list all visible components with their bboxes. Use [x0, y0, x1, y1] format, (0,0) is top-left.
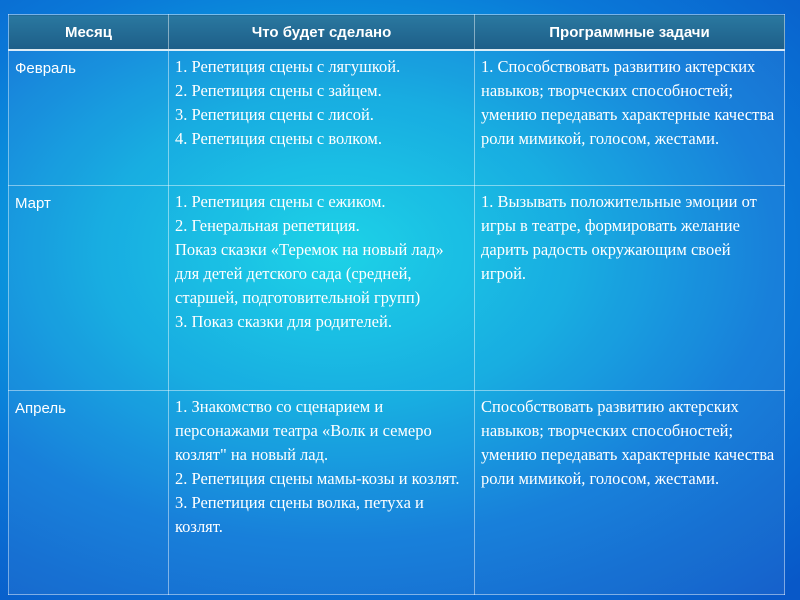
header-month: Месяц [9, 15, 169, 51]
done-item: 3. Показ сказки для родителей. [175, 312, 392, 331]
table-header-row [9, 15, 785, 51]
table-row [9, 186, 785, 391]
done-item: 3. Репетиция сцены волка, петуха и козлят. [175, 493, 424, 536]
done-cell [169, 391, 475, 595]
done-item: 1. Репетиция сцены с ежиком. [175, 192, 386, 211]
tasks-cell: Способствовать развитию актерских навыков; творческих способностей; умению передавать характерные качества роли мимикой, голосом, жестами. [475, 391, 785, 595]
tasks-cell: 1. Способствовать развитию актерских навыков; творческих способностей; умению передавать характерные качества роли мимикой, голосом, жестами. [475, 50, 785, 186]
done-item: 1. Репетиция сцены с лягушкой. [175, 57, 401, 76]
header-done: Что будет сделано [169, 15, 475, 51]
plan-table [8, 14, 785, 595]
done-cell [169, 50, 475, 186]
done-item: Показ сказки «Теремок на новый лад» для детей детского сада (средней, старшей, подготовительной групп) [175, 240, 444, 307]
tasks-cell: 1. Вызывать положительные эмоции от игры в театре, формировать желание дарить радость окружающим своей игрой. [475, 186, 785, 391]
done-item: 4. Репетиция сцены с волком. [175, 129, 382, 148]
done-item: 2. Репетиция сцены мамы-козы и козлят. [175, 469, 460, 488]
table-row [9, 50, 785, 186]
done-item: 3. Репетиция сцены с лисой. [175, 105, 374, 124]
done-item: 1. Знакомство со сценарием и персонажами театра «Волк и семеро козлят" на новый лад. [175, 397, 432, 464]
month-cell: Март [9, 186, 169, 391]
month-cell: Февраль [9, 50, 169, 186]
done-item: 2. Генеральная репетиция. [175, 216, 360, 235]
table-row [9, 391, 785, 595]
month-cell: Апрель [9, 391, 169, 595]
done-cell [169, 186, 475, 391]
header-tasks: Программные задачи [475, 15, 785, 51]
done-item: 2. Репетиция сцены с зайцем. [175, 81, 382, 100]
